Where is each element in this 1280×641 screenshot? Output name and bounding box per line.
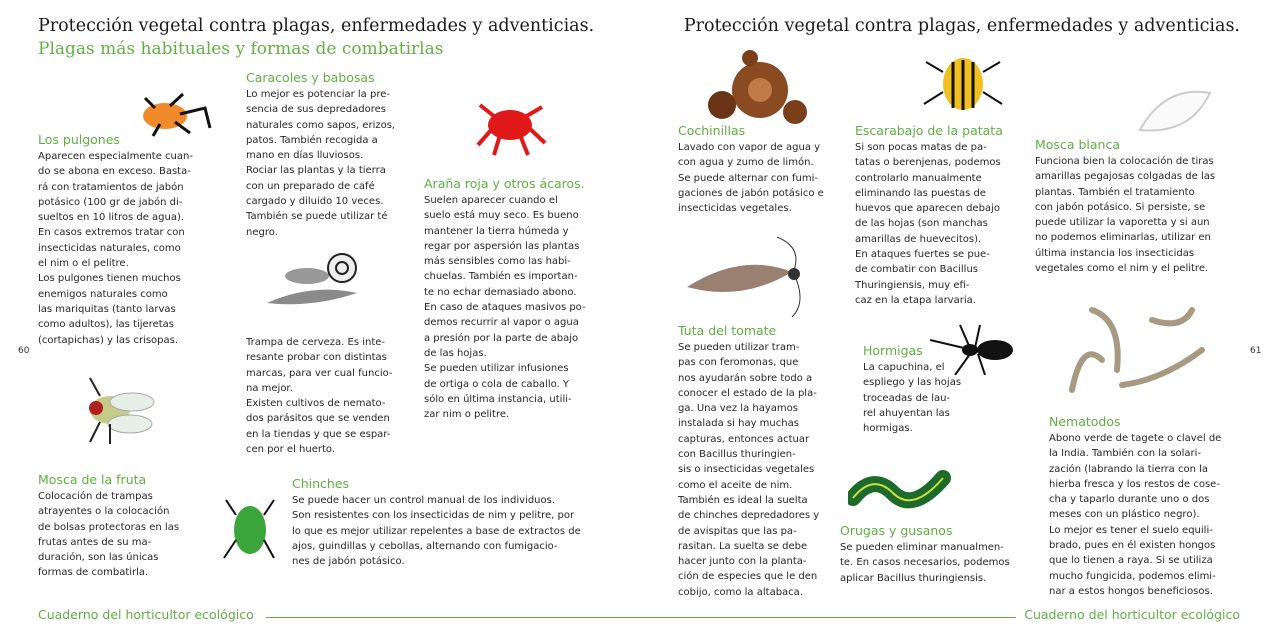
section-title: Escarabajo de la patata	[855, 123, 1003, 138]
section-body: Lo mejor es potenciar la pre- sencia de sus depredadores naturales como sapos, erizos, patos. También recogida a mano en días lluviosos. Rociar las plantas y la tierra con un preparado de café cargado y diluido 10 veces. También se puede utilizar té negro.	[246, 89, 396, 238]
footer-left: Cuaderno del horticultor ecológico	[38, 607, 254, 622]
section-arana-roja	[424, 176, 586, 422]
section-body: Colocación de trampas atrayentes o la colocación de bolsas protectoras en las frutas antes de su ma- duración, son las únicas formas de combatirla.	[38, 491, 180, 579]
section-body: Trampa de cerveza. Es inte- resante probar con distintas marcas, para ver cual funcio- na mejor. Existen cultivos de nemato- dos parásitos que se venden en la tiendas y que se espar- cen por el huerto.	[246, 337, 393, 456]
section-cochinillas	[678, 123, 824, 216]
section-mosca-blanca	[1035, 137, 1215, 276]
section-body: Suelen aparecer cuando el suelo está muy seco. Es bueno mantener la tierra húmeda y regar por aspersión las plantas más sensibles como las habi- chuelas. También es importan- te no echar demasiado abono. En caso de ataques masivos po- demos recurrir al vapor o agua a presión por la parte de abajo de las hojas. Se pueden utilizar infusiones de ortiga o cola de caballo. Y sólo en última instancia, utili- zar nim o pelitre.	[424, 195, 586, 421]
section-body: Aparecen especialmente cuan- do se abona en exceso. Basta- rá con tratamientos de jabón potásico (100 gr de jabón di- sueltos en 10 litros de agua). En casos extremos tratar con insecticidas naturales, como el nim o el pelitre. Los pulgones tienen muchos enemigos naturales como las mariquitas (tanto larvas como adultos), las tijeretas (cortapichas) y las crisopas.	[38, 151, 193, 346]
nematode-illustration	[1062, 300, 1212, 400]
section-title: Chinches	[292, 476, 350, 491]
section-title: Nematodos	[1049, 414, 1121, 429]
fruit-fly-illustration	[70, 372, 160, 452]
footer-right: Cuaderno del horticultor ecológico	[1024, 607, 1240, 622]
section-title: Mosca blanca	[1035, 137, 1120, 152]
section-body: Abono verde de tagete o clavel de la India. También con la solari- zación (labrando la tierra con la hierba fresca y los restos de cose- cha y taparlo durante uno o dos meses con un plástico negro). Lo mejor es tener el suelo equili- brado, pues en él existen hongos que lo tienen a raya. Si se utiliza mucho fungicida, podemos elimi- nar a estos hongos beneficiosos.	[1049, 433, 1222, 597]
section-pulgones	[38, 132, 193, 348]
snail-illustration	[262, 248, 367, 318]
section-title: Orugas y gusanos	[840, 523, 953, 538]
section-mosca-fruta	[38, 472, 179, 581]
whitefly-illustration	[1135, 85, 1215, 140]
stink-bug-illustration	[222, 480, 277, 570]
page-title-right: Protección vegetal contra plagas, enfermedades y adventicias.	[683, 16, 1240, 36]
section-title: Cochinillas	[678, 123, 746, 138]
section-body: Funciona bien la colocación de tiras amarillas pegajosas colgadas de las plantas. También el tratamiento con jabón potásico. Si persiste, se puede utilizar la vaporetta y si aun no podemos eliminarlas, utilizar en última instancia los insecticidas vegetales como el nim y el pelitre.	[1035, 156, 1216, 275]
page-number-right: 61	[1250, 346, 1262, 356]
section-chinches	[292, 476, 581, 569]
section-body: Lavado con vapor de agua y con agua y zumo de limón. Se puede alternar con fumi- gaciones de jabón potásico e insecticidas vegetales.	[678, 142, 824, 215]
section-tuta	[678, 323, 819, 600]
section-hormigas	[863, 343, 961, 436]
section-body: Se puede hacer un control manual de los individuos. Son resistentes con los insecticidas de nim y pelitre, por lo que es mejor utilizar repelentes a base de extractos de ajos, guindillas y cebollas, alternando con fumigacio- nes de jabón potásico.	[292, 495, 581, 568]
potato-beetle-illustration	[918, 42, 1008, 122]
section-title: Araña roja y otros ácaros.	[424, 176, 585, 191]
section-title: Los pulgones	[38, 132, 120, 147]
section-title: Tuta del tomate	[678, 323, 777, 338]
tomato-moth-illustration	[682, 232, 812, 322]
section-body: Se pueden utilizar tram- pas con feromonas, que nos ayudarán sobre todo a conocer el estado de la pla- ga. Una vez la hayamos instalada si hay muchas capturas, entonces actuar con Bacillus thuringien- sis o insecticidas vegetales como el aceite de nim. También es ideal la suelta de chinches depredadores y de avispitas que las pa- rasitan. La suelta se debe hacer junto con la planta- ción de especies que le den cobijo, como la altabaca.	[678, 342, 820, 598]
page-number-left: 60	[18, 346, 30, 356]
section-title: Hormigas	[863, 343, 923, 358]
section-body: Si son pocas matas de pa- tatas o berenjenas, podemos controlarlo manualmente eliminando las puestas de huevos que aparecen debajo de las hojas (son manchas amarillas de huevecitos). En ataques fuertes se pue- de combatir con Bacillus Thuringiensis, muy efi- caz en la etapa larvaria.	[855, 142, 1001, 306]
section-body: Se pueden eliminar manualmen- te. En casos necesarios, podemos aplicar Bacillus thuringiensis.	[840, 542, 1010, 584]
mealybug-illustration	[700, 50, 810, 130]
section-escarabajo	[855, 123, 1003, 308]
section-caracoles	[246, 70, 395, 240]
section-orugas	[840, 523, 1010, 586]
section-nematodos	[1049, 414, 1221, 599]
page-subtitle: Plagas más habituales y formas de combatirlas	[38, 39, 444, 59]
caterpillar-illustration	[848, 468, 953, 518]
section-title: Mosca de la fruta	[38, 472, 147, 487]
section-caracoles-continued	[246, 335, 393, 457]
red-mite-illustration	[470, 95, 555, 165]
section-title: Caracoles y babosas	[246, 70, 375, 85]
section-body: La capuchina, el espliego y las hojas troceadas de lau- rel ahuyentan las hormigas.	[863, 362, 962, 435]
footer-divider	[266, 617, 1016, 618]
page-title-left: Protección vegetal contra plagas, enfermedades y adventicias.	[38, 16, 595, 36]
aphid-illustration	[135, 88, 215, 138]
